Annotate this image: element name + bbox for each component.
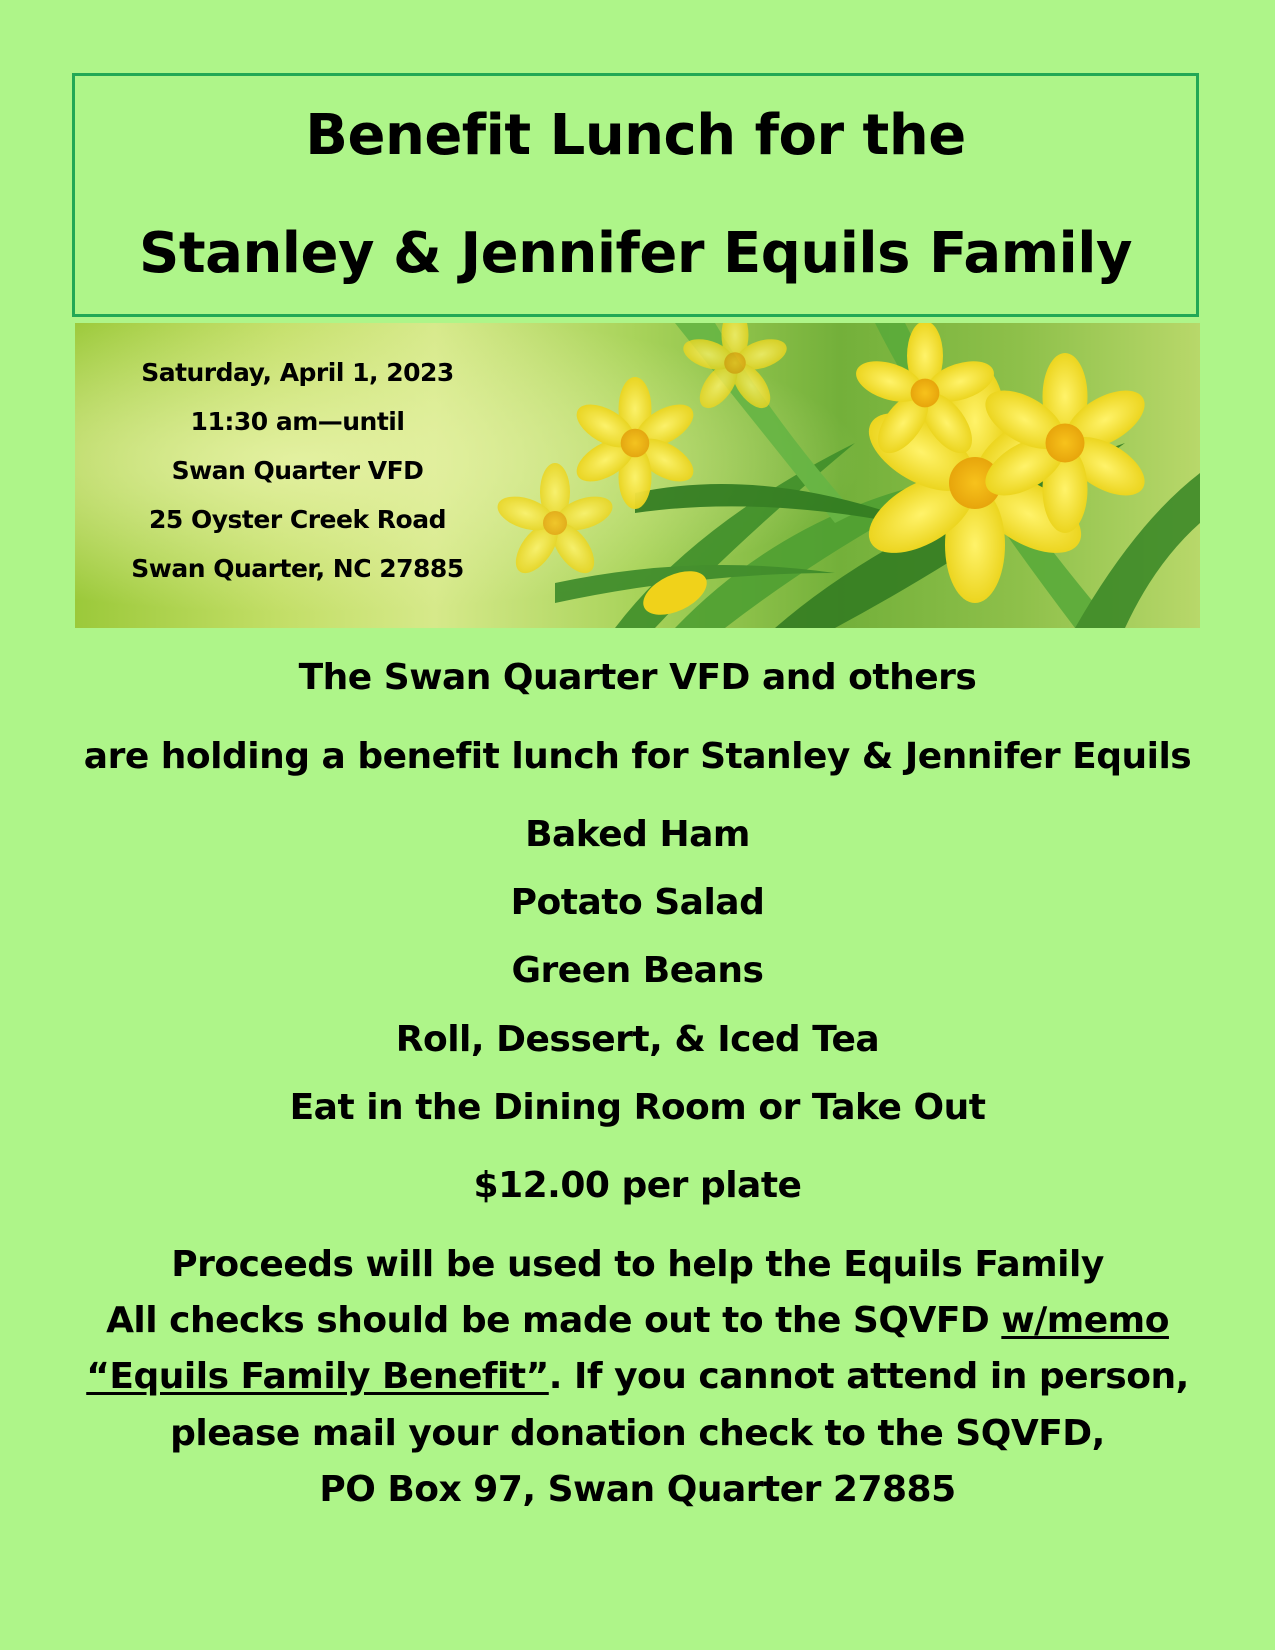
menu-item: Roll, Dessert, & Iced Tea — [395, 1019, 880, 1060]
donation-line-2-text: All checks should be made out to the SQVFD — [106, 1300, 1002, 1341]
donation-line-1: Proceeds will be used to help the Equils Family — [171, 1244, 1104, 1285]
title-line-2: Stanley & Jennifer Equils Family — [139, 221, 1132, 286]
event-city: Swan Quarter, NC 27885 — [131, 554, 464, 583]
donation-line-3 — [0, 1356, 1275, 1397]
donation-line-2 — [0, 1300, 1275, 1341]
memo-label: w/memo — [1001, 1300, 1169, 1341]
intro-line-2: are holding a benefit lunch for Stanley & Jennifer Equils — [83, 736, 1192, 777]
event-street: 25 Oyster Creek Road — [149, 505, 446, 534]
service-options: Eat in the Dining Room or Take Out — [289, 1087, 986, 1128]
event-details — [75, 359, 520, 604]
menu-item: Baked Ham — [525, 814, 750, 855]
memo-text: “Equils Family Benefit” — [86, 1356, 549, 1397]
donation-line-4: please mail your donation check to the SQVFD, — [170, 1413, 1105, 1454]
mailing-address: PO Box 97, Swan Quarter 27885 — [319, 1469, 956, 1510]
event-date: Saturday, April 1, 2023 — [141, 358, 454, 387]
price: $12.00 per plate — [473, 1165, 802, 1206]
daffodil-banner — [75, 323, 1200, 628]
title-line-1: Benefit Lunch for the — [305, 103, 966, 168]
event-venue: Swan Quarter VFD — [171, 456, 424, 485]
donation-line-3-text: . If you cannot attend in person, — [548, 1356, 1189, 1397]
event-time: 11:30 am—until — [190, 407, 405, 436]
menu-item: Potato Salad — [510, 882, 765, 923]
intro-line-1: The Swan Quarter VFD and others — [298, 657, 977, 698]
menu-item: Green Beans — [511, 950, 764, 991]
title-box — [72, 73, 1199, 317]
